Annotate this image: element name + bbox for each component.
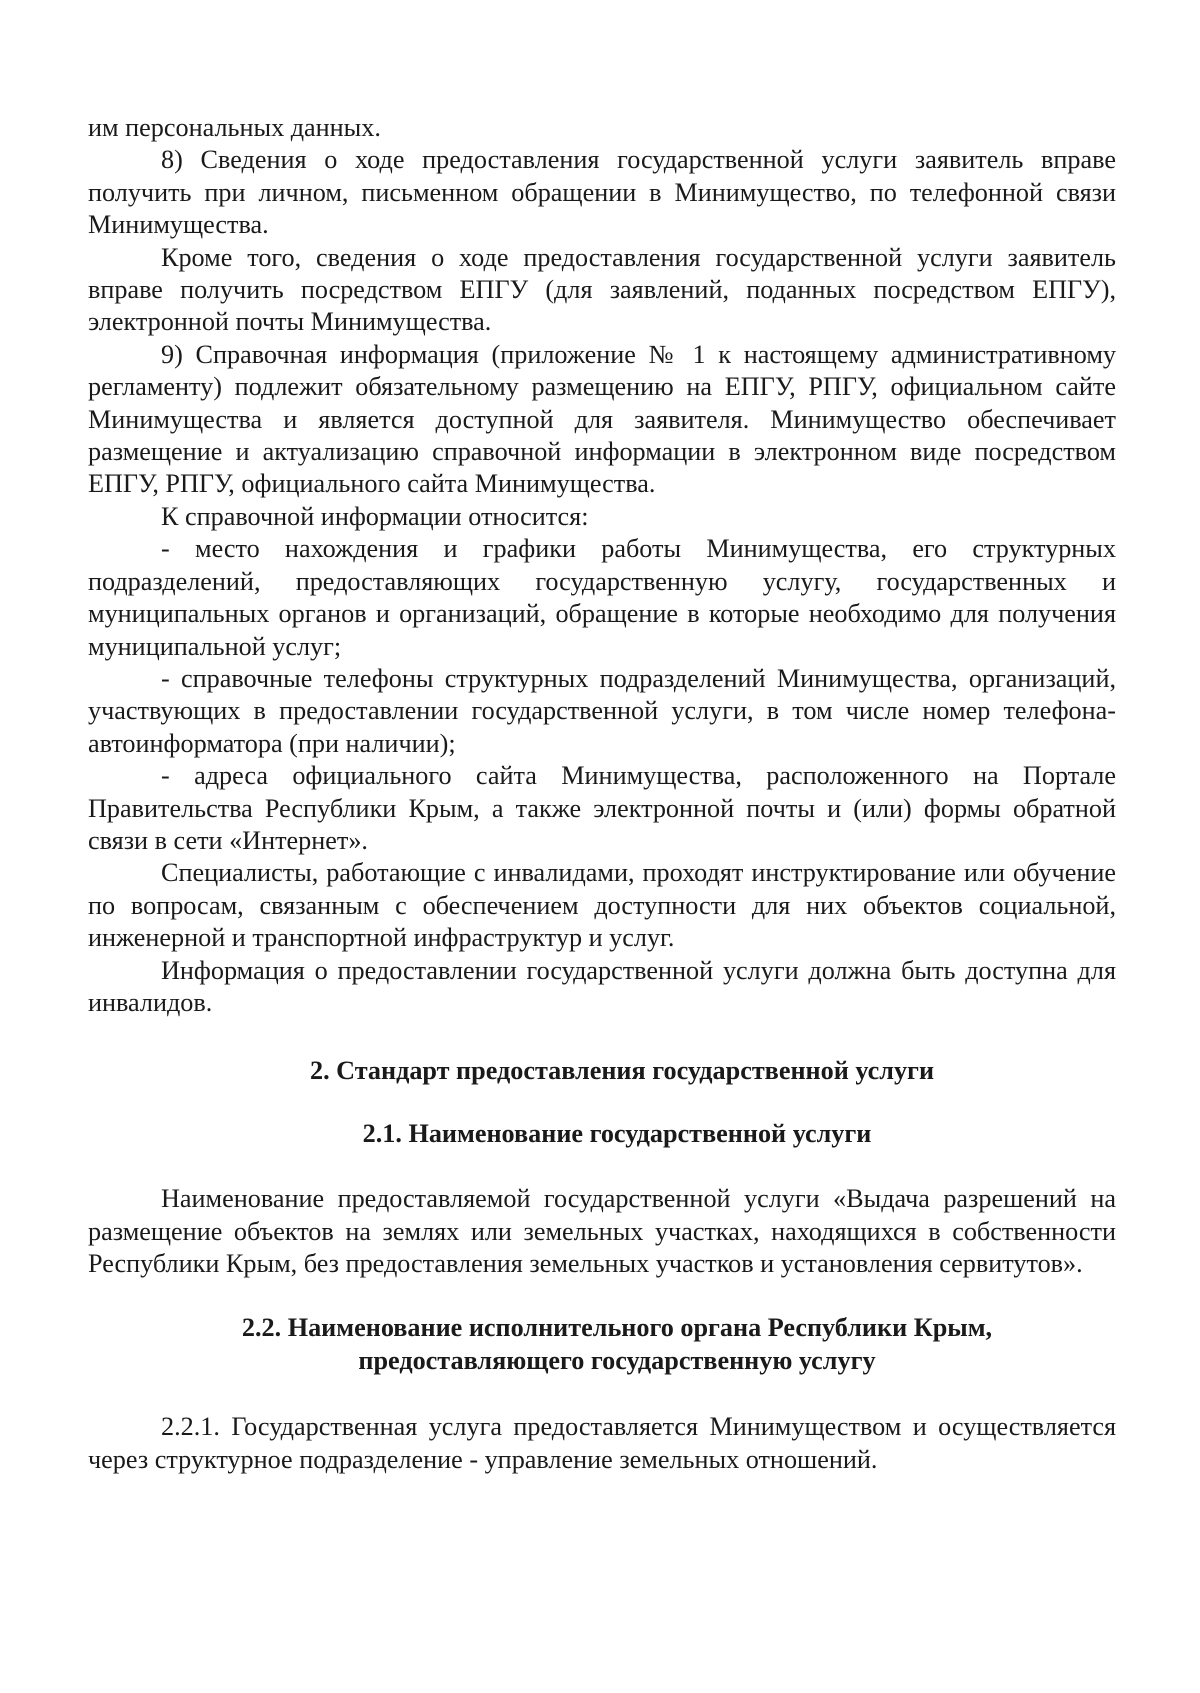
section-2-2-heading-line2: предоставляющего государственную услугу xyxy=(358,1345,876,1375)
paragraph-item-9: 9) Справочная информация (приложение № 1 к настоящему административному регламенту) подлежит обязательному размещению на ЕПГУ, РПГУ, официальном сайте Минимущества и является доступной для заявителя. Минимущество обеспечивает размещение и актуализацию справочной информации в электронном виде посредством ЕПГУ, РПГУ, официального сайта Минимущества. xyxy=(88,339,1116,499)
document-page xyxy=(88,112,1116,1476)
section-2-2-1-text: 2.2.1. Государственная услуга предоставляется Минимуществом и осуществляется через структурное подразделение - управление земельных отношений. xyxy=(88,1412,1116,1474)
paragraph-reference-info-intro: К справочной информации относится: xyxy=(161,501,589,531)
list-item-website: - адреса официального сайта Минимущества, расположенного на Портале Правительства Республики Крым, а также электронной почты и (или) формы обратной связи в сети «Интернет». xyxy=(88,761,1116,855)
paragraph-continuation: им персональных данных. xyxy=(88,113,381,142)
section-2-heading: 2. Стандарт предоставления государственной услуги xyxy=(309,1056,935,1086)
paragraph-accessibility: Информация о предоставлении государственной услуги должна быть доступна для инвалидов. xyxy=(88,955,1116,1017)
section-2-1-text: Наименование предоставляемой государственной услуги «Выдача разрешений на размещение объектов на землях или земельных участках, находящихся в собственности Республики Крым, без предоставления земельных участков и установления сервитутов». xyxy=(88,1184,1116,1278)
section-2-1-heading: 2.1. Наименование государственной услуги xyxy=(362,1118,872,1148)
paragraph-item-8: 8) Сведения о ходе предоставления государственной услуги заявитель вправе получить при личном, письменном обращении в Минимущество, по телефонной связи Минимущества. xyxy=(88,145,1116,240)
section-2-2-heading xyxy=(88,1312,1116,1377)
paragraph-specialists: Специалисты, работающие с инвалидами, проходят инструктирование или обучение по вопросам, связанным с обеспечением доступности для них объектов социальной, инженерной и транспортной инфраструктур и услуг. xyxy=(88,858,1116,953)
section-2-2-heading-line1: 2.2. Наименование исполнительного органа Республики Крым, xyxy=(241,1313,993,1343)
paragraph-moreover: Кроме того, сведения о ходе предоставления государственной услуги заявитель вправе получить посредством ЕПГУ (для заявлений, поданных посредством ЕПГУ), электронной почты Минимущества. xyxy=(88,242,1116,337)
list-item-location: - место нахождения и графики работы Минимущества, его структурных подразделений, предоставляющих государственную услугу, государственных и муниципальных органов и организаций, обращение в которые необходимо для получения муниципальной услуг; xyxy=(88,534,1116,661)
list-item-phones: - справочные телефоны структурных подразделений Минимущества, организаций, участвующих в предоставлении государственной услуги, в том числе номер телефона-автоинформатора (при наличии); xyxy=(88,663,1116,758)
